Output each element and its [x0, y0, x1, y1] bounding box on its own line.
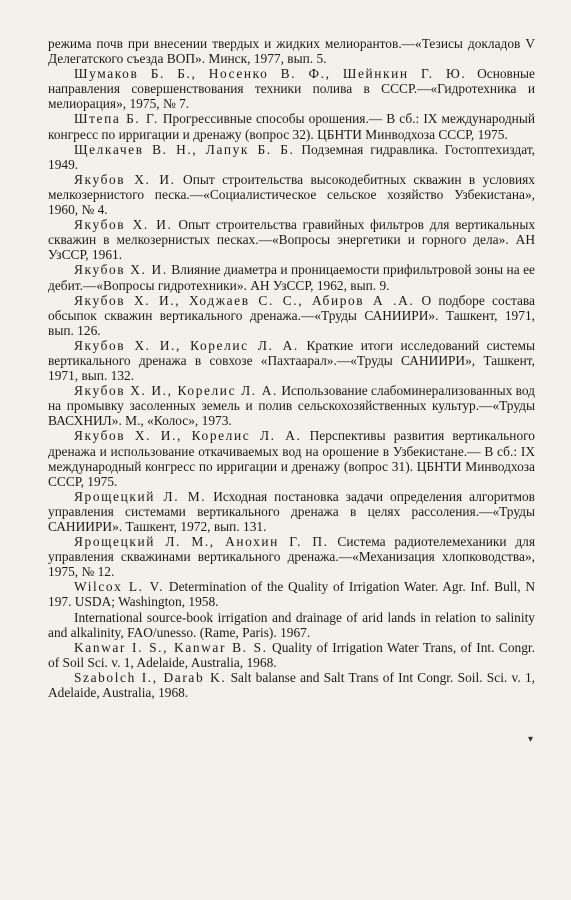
reference-author: Якубов Х. И., Корелис Л. А. — [74, 337, 299, 353]
reference-entry — [48, 640, 535, 670]
reference-author: Якубов Х. И. — [74, 171, 176, 187]
reference-text: Перспективы развития вертикального дренажа и использование откачиваемых вод на орошение в Узбекистане.— В сб.: IX международный конгресс по ирригации и дренажу (вопрос 31). ЦБНТИ Минводхоза СССР, 1975. — [48, 428, 535, 489]
reference-author: Ярощецкий Л. М., Анохин Г. П. — [74, 534, 329, 550]
reference-author: Щелкачев В. Н., Лапук Б. Б. — [74, 141, 295, 157]
reference-entry — [48, 428, 535, 488]
reference-text: Подземная гидравлика. Гостоптехиздат, 1949. — [48, 141, 536, 172]
reference-text: Опыт строительства высокодебитных скважин в условиях мелкозернистого песка.—«Социалистическое сельское хозяйство Узбекистана», 1960, № 4. — [48, 171, 535, 218]
reference-author: Шумаков Б. Б., Носенко В. Ф., Шейнкин Г. Ю. — [74, 66, 467, 82]
reference-text: Исходная постановка задачи определения алгоритмов управления системами вертикального дренажа в целях рассоления.—«Труды САНИИРИ». Ташкент, 1972, вып. 131. — [48, 488, 535, 534]
reference-text: Использование слабоминерализованных вод на промывку засоленных земель и полив сельскохозяйственных культур.—«Труды ВАСХНИЛ». М., «Колос», 1973. — [48, 383, 535, 429]
reference-entry — [48, 670, 535, 700]
reference-entry — [48, 338, 535, 383]
reference-author: Ярощецкий Л. М. — [74, 488, 207, 504]
reference-text: режима почв при внесении твердых и жидких мелиорантов.—«Тезисы докладов V Делегатского съезда ВОП». Минск, 1977, вып. 5. — [48, 36, 535, 67]
reference-entry — [48, 262, 535, 292]
reference-author: Szabolch I., Darab K. — [74, 669, 227, 685]
reference-text: Salt balanse and Salt Trans of Int Congr. Soil. Sci. v. 1, Adelaide, Australia, 1968. — [48, 669, 535, 701]
reference-entry — [48, 383, 535, 428]
reference-author: Якубов Х. И., Корелис Л. А. — [74, 428, 302, 444]
reference-author: Якубов Х. И. — [74, 262, 168, 278]
reference-list — [48, 36, 535, 700]
reference-text: Прогрессивные способы орошения.— В сб.: IX международный конгресс по ирригации и дренажу (вопрос 32). ЦБНТИ Минводхоза СССР, 1975. — [48, 111, 535, 142]
reference-entry — [48, 36, 535, 66]
reference-text: International source-book irrigation and drainage of arid lands in relation to salinity and alkalinity, FAO/unesso. (Rame, Paris). 1967. — [48, 609, 535, 640]
reference-text: Основные направления совершенствования техники полива в СССР.—«Гидротехника и мелиорация», 1975, № 7. — [48, 66, 535, 112]
footer-mark: ▾ — [528, 734, 534, 745]
reference-entry — [48, 111, 535, 141]
reference-text: Система радиотелемеханики для управления скважинами вертикального дренажа.—«Механизация хлопководства», 1975, № 12. — [48, 534, 535, 580]
reference-author: Якубов Х. И., Корелис Л. А. — [74, 383, 278, 399]
reference-entry — [48, 172, 535, 217]
reference-entry — [48, 579, 535, 609]
reference-text: Determination of the Quality of Irrigation Water. Agr. Inf. Bull, N 197. USDA; Washington, 1958. — [48, 579, 535, 610]
reference-author: Kanwar I. S., Kanwar B. S. — [74, 639, 268, 655]
reference-text: О подборе состава обсыпок скважин вертикального дренажа.—«Труды САНИИРИ». Ташкент, 1971, вып. 126. — [48, 292, 535, 338]
reference-text: Опыт строительства гравийных фильтров для вертикальных скважин в мелкозернистых песках.—«Вопросы энергетики и горного дела». АН УзССР, 1961. — [48, 217, 536, 263]
reference-entry — [48, 217, 535, 262]
reference-entry — [48, 293, 535, 338]
reference-text: Влияние диаметра и проницаемости прифильтровой зоны на ее дебит.—«Вопросы гидротехники». АН УзССР, 1962, вып. 9. — [48, 262, 535, 293]
reference-entry — [48, 66, 535, 111]
reference-entry — [48, 142, 535, 172]
reference-author: Штепа Б. Г. — [74, 111, 159, 127]
reference-text: Краткие итоги исследований системы вертикального дренажа в совхозе «Пахтаарал».—«Труды САНИИРИ», Ташкент, 1971, вып. 132. — [48, 337, 535, 384]
reference-text: Quality of Irrigation Water Trans, of Int. Congr. of Soil Sci. v. 1, Adelaide, Australia, 1968. — [48, 639, 535, 670]
reference-entry — [48, 534, 535, 579]
reference-author: Wilcox L. V. — [74, 579, 165, 595]
reference-author: Якубов Х. И. — [74, 217, 173, 233]
reference-entry — [48, 489, 535, 534]
reference-author: Якубов Х. И., Ходжаев С. С., Абиров А .А. — [74, 292, 415, 308]
reference-entry — [48, 610, 535, 640]
